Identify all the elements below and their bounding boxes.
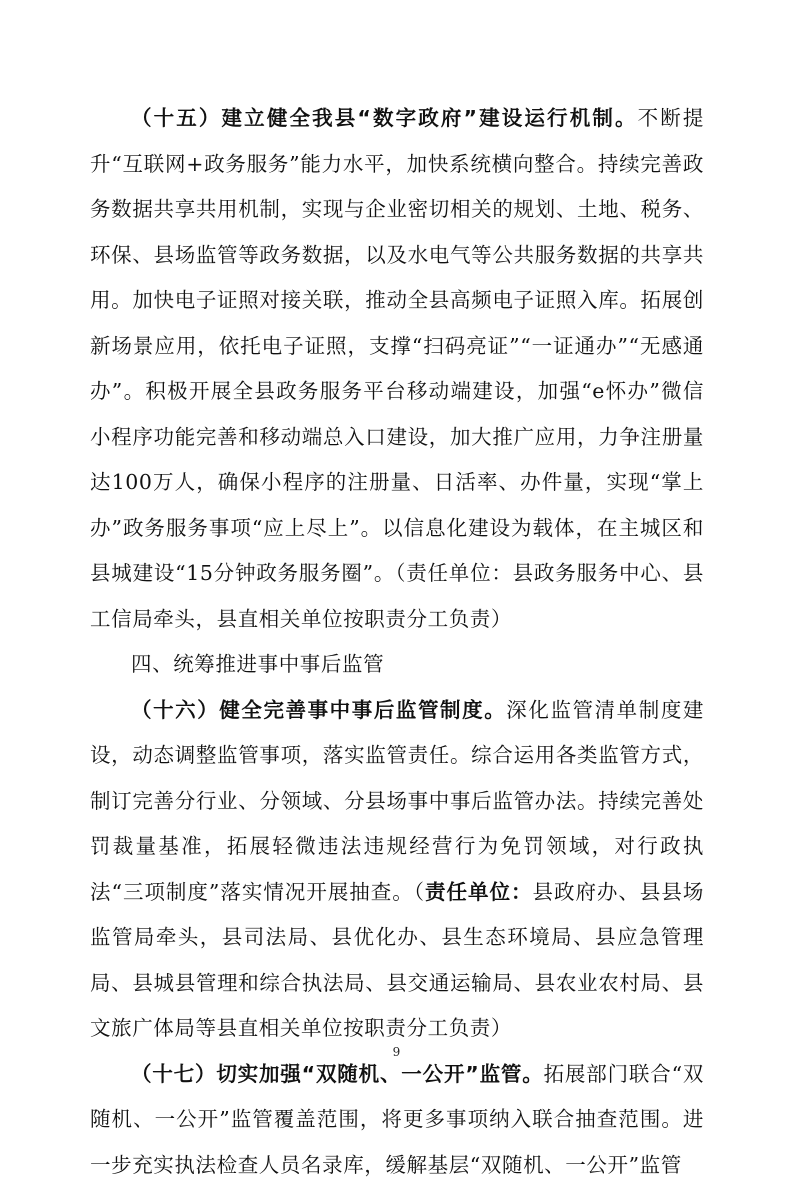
paragraph-15-heading: （十五）建立健全我县“数字政府”建设运行机制。 — [131, 106, 638, 130]
section-4-heading: 四、统筹推进事中事后监管 — [90, 642, 704, 688]
paragraph-15 — [90, 96, 704, 642]
page-number: 9 — [0, 1045, 793, 1059]
paragraph-17 — [90, 1052, 704, 1188]
paragraph-16-responsibility-label: 责任单位： — [425, 880, 532, 904]
paragraph-16-heading: （十六）健全完善事中事后监管制度。 — [131, 698, 506, 722]
paragraph-17-body: 拓展部门联合“双随机、一公开”监管覆盖范围，将更多事项纳入联合抽查范围。进一步充实执法检查人员名录库，缓解基层“双随机、一公开”监管 — [90, 1062, 704, 1177]
paragraph-16 — [90, 688, 704, 1052]
document-content — [90, 96, 704, 1188]
paragraph-16-responsibility-body: 县政府办、县县场监管局牵头，县司法局、县优化办、县生态环境局、县应急管理局、县城县管理和综合执法局、县交通运输局、县农业农村局、县文旅广体局等县直相关单位按职责分工负责） — [90, 880, 704, 1041]
paragraph-15-body: 不断提升“互联网+政务服务”能力水平，加快系统横向整合。持续完善政务数据共享共用机制，实现与企业密切相关的规划、土地、税务、环保、县场监管等政务数据，以及水电气等公共服务数据的共享共用。加快电子证照对接关联，推动全县高频电子证照入库。拓展创新场景应用，依托电子证照，支撑“扫码亮证”“一证通办”“无感通办”。积极开展全县政务服务平台移动端建设，加强“e怀办”微信小程序功能完善和移动端总入口建设，加大推广应用，力争注册量达100万人，确保小程序的注册量、日活率、办件量，实现“掌上办”政务服务事项“应上尽上”。以信息化建设为载体，在主城区和县城建设“15分钟政务服务圈”。（责任单位：县政务服务中心、县工信局牵头，县直相关单位按职责分工负责） — [90, 106, 704, 631]
paragraph-16-body: 深化监管清单制度建设，动态调整监管事项，落实监管责任。综合运用各类监管方式，制订完善分行业、分领域、分县场事中事后监管办法。持续完善处罚裁量基准，拓展轻微违法违规经营行为免罚领域，对行政执法“三项制度”落实情况开展抽查。（ — [90, 698, 704, 904]
paragraph-17-heading: （十七）切实加强“双随机、一公开”监管。 — [131, 1062, 544, 1086]
